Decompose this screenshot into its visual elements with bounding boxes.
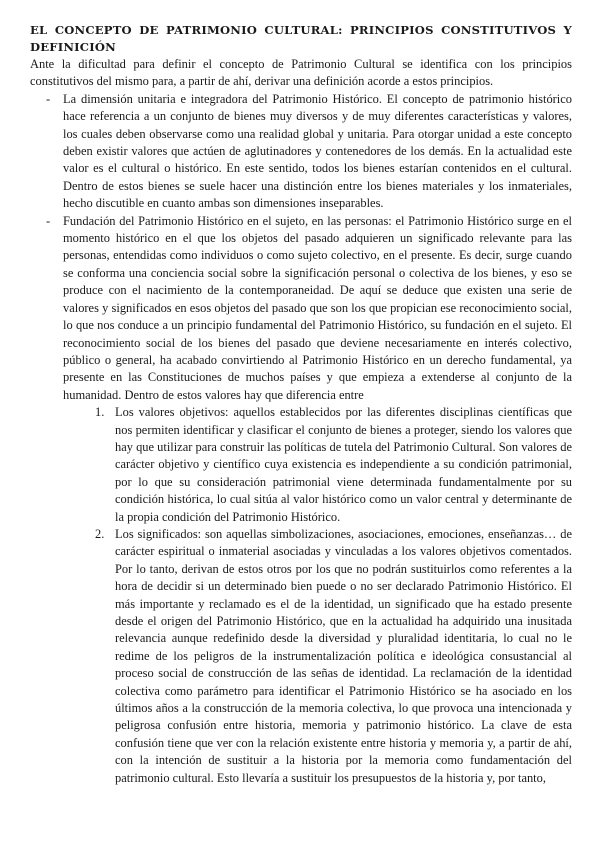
sublist-item-objective-values <box>95 404 572 526</box>
list-item-text: La dimensión unitaria e integradora del Patrimonio Histórico. El concepto de patrimonio histórico hace referencia a un conjunto de bienes muy diversos y de muy diferentes características y valores, los cuales deben observarse como una realidad global y unitaria. Para otorgar unidad a este concepto deben existir valores que actúen de aglutinadores y contenedores de los demás. En la actualidad este valor es el cultural o histórico. En este sentido, todos los bienes estarían contenidos en el cultural. Dentro de estos bienes se suele hacer una distinción entre los bienes materiales y los inmateriales, hecho discutible en cuanto ambas son dimensiones inseparables. <box>63 91 572 211</box>
sublist-item-meanings <box>95 526 572 787</box>
sublist-item-text: Los valores objetivos: aquellos establecidos por las diferentes disciplinas científicas que nos permiten identificar y clasificar el conjunto de bienes a proteger, siendo los valores que hay que utilizar para construir las políticas de tutela del Patrimonio Cultural. Son valores de carácter objetivo y científico cuya existencia es independiente a su condición patrimonial, por lo que su consideración patrimonial viene determinada fundamentalmente por su condición histórica, lo cual sitúa al valor histórico como un valor central y determinante de la propia condición del Patrimonio Histórico. <box>115 405 572 524</box>
document-title: EL CONCEPTO DE PATRIMONIO CULTURAL: PRINCIPIOS CONSTITUTIVOS Y DEFINICIÓN <box>30 23 572 54</box>
list-item-text: Fundación del Patrimonio Histórico en el sujeto, en las personas: el Patrimonio Histórico surge en el momento histórico en el que los objetos del pasado adquieren un significado relevante para las personas, entendidas como individuos o como sujeto colectivo, en el presente. Es decir, surge cuando se conforma una conciencia social sobre la significación personal o colectiva de los bienes, y eso se produce con el nacimiento de la contemporaneidad. De aquí se deduce que existen una serie de valores y significados en esos objetos del pasado que son los que propician ese reconocimiento social, lo que nos conduce a un principio fundamental del Patrimonio Histórico, su fundación en el sujeto. El reconocimiento social de los bienes del pasado que deviene necesariamente en interés colectivo, público o general, ha acabado convirtiendo al Patrimonio Histórico en un derecho fundamental, ya presente en las Constituciones de muchos países y que empieza a extenderse al conjunto de la humanidad. Dentro de estos valores hay que diferencia entre <box>63 213 572 402</box>
sublist-item-number: 2. <box>95 526 105 541</box>
principles-list <box>30 91 572 787</box>
sublist-item-text: Los significados: son aquellas simbolizaciones, asociaciones, emociones, enseñanzas… de carácter espiritual o inmaterial asociadas y vinculadas a los valores objetivos comentados. Por lo tanto, derivan de estos otros por los que no podrán sustituirlos como referentes a la hora de decidir si un determinado bien puede o no ser declarado Patrimonio Histórico. El más importante y reclamado es el de la identidad, un significado que ha estado presente desde el origen del Patrimonio Histórico, que en la actualidad ha adquirido una inusitada relevancia aunque redefinido desde la diversidad y pluralidad identitaria, lo cual no le redime de los peligros de la instrumentalización política e ideológica consustancial al proceso social de construcción de las señas de identidad. La reclamación de la identidad colectiva como parámetro para identificar el Patrimonio Histórico se ha asociado en los últimos años a la construcción de la memoria colectiva, lo que provoca una intencionada y peligrosa confusión entre historia, memoria y patrimonio histórico. La clave de esta confusión tiene que ver con la relación existente entre historia y memoria y, a partir de ahí, con la intención de sustituir a la historia por la memoria como fundamentación del patrimonio cultural. Esto llevaría a sustituir los presupuestos de la historia y, por tanto, <box>115 526 572 785</box>
list-item-subject-foundation <box>63 213 572 787</box>
sublist-item-number: 1. <box>95 405 105 420</box>
values-sublist <box>63 404 572 787</box>
intro-paragraph: Ante la dificultad para definir el concepto de Patrimonio Cultural se identifica con los principios constitutivos del mismo para, a partir de ahí, derivar una definición acorde a estos principios. <box>30 57 572 89</box>
list-item-unitary-dimension <box>63 91 572 213</box>
